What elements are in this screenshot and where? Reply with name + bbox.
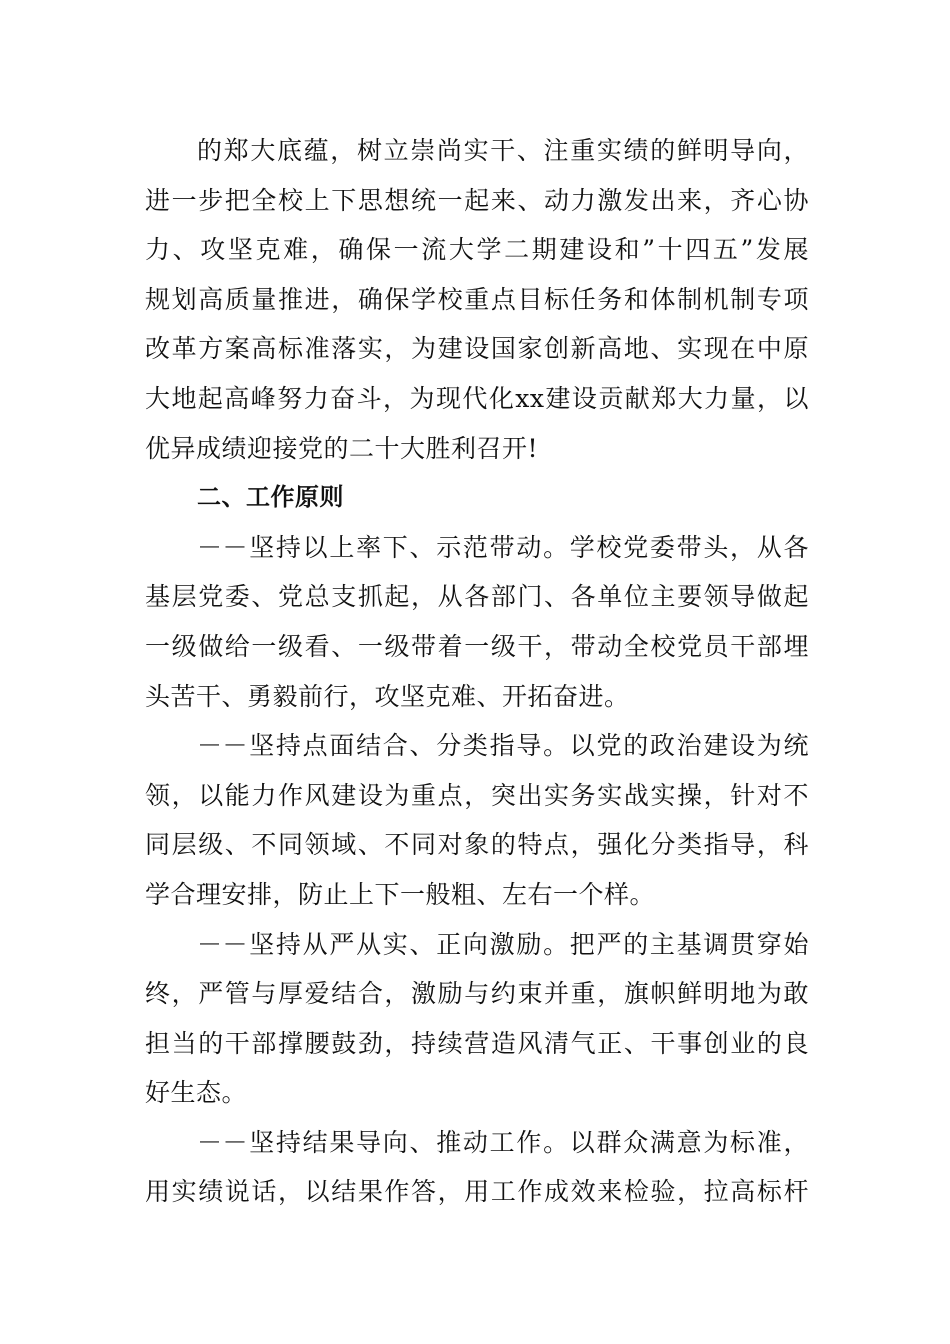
paragraph-line: 改革方案高标准落实，为建设国家创新高地、实现在中原 [145, 334, 809, 364]
paragraph-line: 力、攻坚克难，确保一流大学二期建设和”十四五”发展 [145, 235, 809, 265]
paragraph-line: －－坚持结果导向、推动工作。以群众满意为标准， [197, 1127, 809, 1157]
paragraph-line: 大地起高峰努力奋斗，为现代化xx建设贡献郑大力量，以 [145, 383, 809, 413]
document-body [145, 126, 809, 1217]
section-heading: 二、工作原则 [197, 483, 344, 512]
paragraph-line: 的郑大底蕴，树立崇尚实干、注重实绩的鲜明导向， [197, 136, 809, 165]
paragraph-line: 终，严管与厚爱结合，激励与约束并重，旗帜鲜明地为敢 [145, 979, 809, 1009]
paragraph-line: 用实绩说话，以结果作答，用工作成效来检验，拉高标杆 [145, 1177, 809, 1207]
paragraph-line: 优异成绩迎接党的二十大胜利召开! [145, 433, 539, 463]
paragraph-line: －－坚持点面结合、分类指导。以党的政治建设为统 [197, 731, 809, 761]
paragraph-line: 基层党委、党总支抓起，从各部门、各单位主要领导做起 [145, 582, 809, 612]
paragraph-line: 头苦干、勇毅前行，攻坚克难、开拓奋进。 [145, 681, 630, 711]
paragraph-line: －－坚持从严从实、正向激励。把严的主基调贯穿始 [197, 929, 809, 959]
paragraph-line: 一级做给一级看、一级带着一级干，带动全校党员干部埋 [145, 631, 809, 661]
paragraph-line: 担当的干部撑腰鼓劲，持续营造风清气正、干事创业的良 [145, 1028, 809, 1058]
paragraph-line: 进一步把全校上下思想统一起来、动力激发出来，齐心协 [145, 185, 809, 215]
paragraph-line: －－坚持以上率下、示范带动。学校党委带头，从各 [197, 532, 809, 562]
paragraph-line: 同层级、不同领域、不同对象的特点，强化分类指导，科 [145, 830, 809, 860]
paragraph-line: 学合理安排，防止上下一般粗、左右一个样。 [145, 879, 656, 909]
paragraph-line: 规划高质量推进，确保学校重点目标任务和体制机制专项 [145, 284, 809, 314]
paragraph-line: 好生态。 [145, 1078, 248, 1108]
paragraph-line: 领，以能力作风建设为重点，突出实务实战实操，针对不 [145, 780, 809, 810]
